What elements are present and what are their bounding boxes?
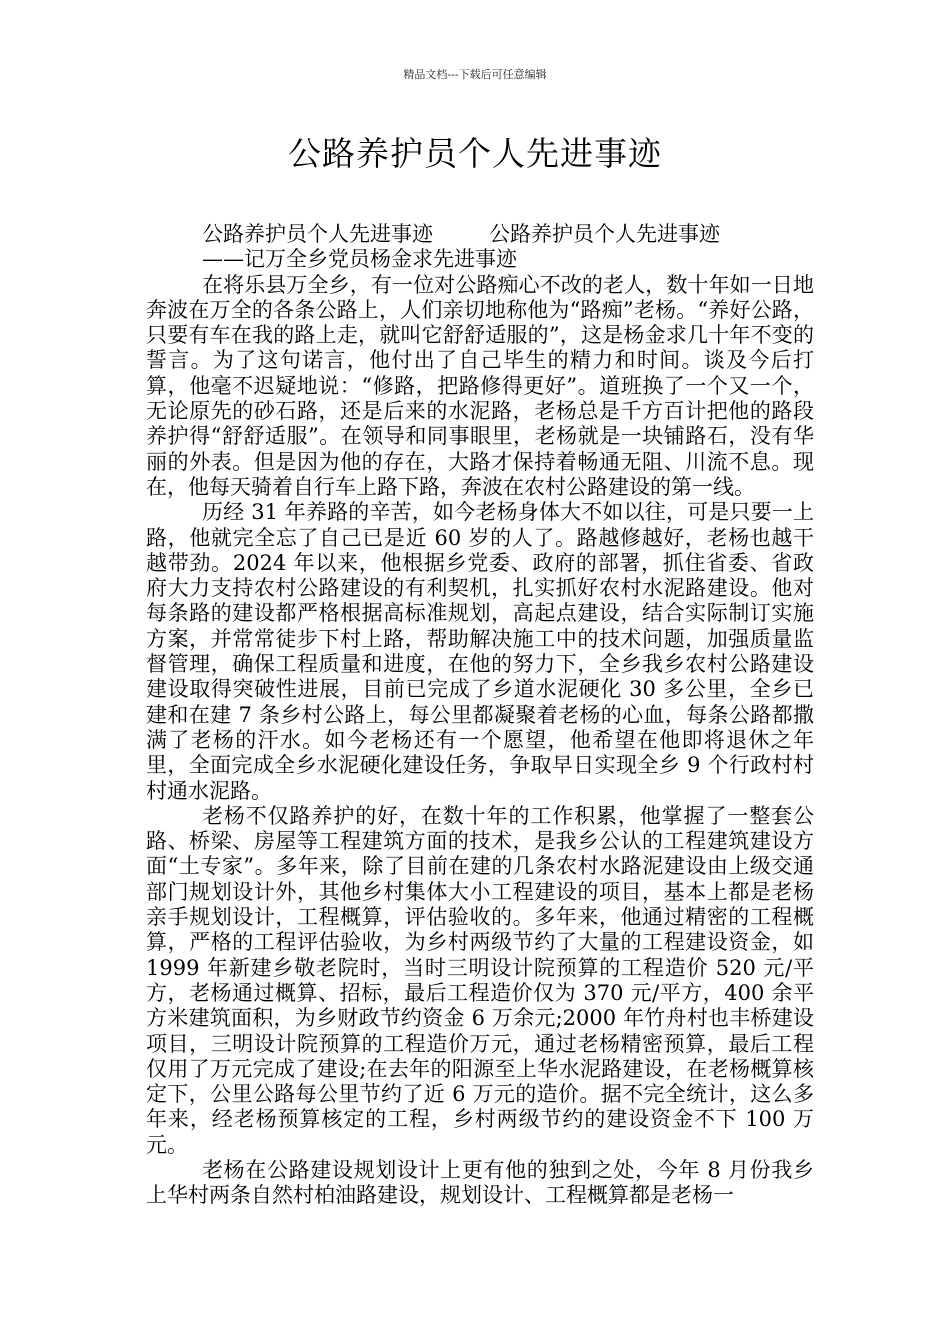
document-body — [146, 222, 814, 1209]
subtitle-left: 公路养护员个人先进事迹 — [202, 222, 433, 246]
paragraph: 老杨在公路建设规划设计上更有他的独到之处，今年 8 月份我乡上华村两条自然村柏油路建设，规划设计、工程概算都是老杨一 — [146, 1157, 814, 1208]
subtitle-byline: ——记万全乡党员杨金求先进事迹 — [202, 247, 517, 272]
page-header: 精品文档---下载后可任意编辑 — [403, 68, 547, 81]
paragraph: 老杨不仅路养护的好，在数十年的工作积累，他掌握了一整套公路、桥梁、房屋等工程建筑方面的技术，是我乡公认的工程建筑建设方面“土专家”。多年来，除了目前在建的几条农村水路泥建设由上级交通部门规划设计外，其他乡村集体大小工程建设的项目，基本上都是老杨亲手规划设计，工程概算，评估验收的。多年来，他通过精密的工程概算，严格的工程评估验收，为乡村两级节约了大量的工程建设资金，如 1999 年新建乡敬老院时，当时三明设计院预算的工程造价 520 元/平方，老杨通过概算、招标，最后工程造价仅为 370 元/平方，400 余平方米建筑面积，为乡财政节约资金 6 万余元;2000 年竹舟村也丰桥建设项目，三明设计院预算的工程造价万元，通过老杨精密预算，最后工程仅用了万元完成了建设;在去年的阳源至上华水泥路建设，在老杨概算核定下，公里公路每公里节约了近 6 万元的造价。据不完全统计，这么多年来，经老杨预算核定的工程，乡村两级节约的建设资金不下 100 万元。 — [146, 803, 814, 1157]
paragraph: 在将乐县万全乡，有一位对公路痴心不改的老人，数十年如一日地奔波在万全的各条公路上，人们亲切地称他为“路痴”老杨。“养好公路，只要有车在我的路上走，就叫它舒舒适服的”，这是杨金求几十年不变的誓言。为了这句诺言，他付出了自己毕生的精力和时间。谈及今后打算，他毫不迟疑地说：“修路，把路修得更好”。道班换了一个又一个，无论原先的砂石路，还是后来的水泥路，老杨总是千方百计把他的路段养护得“舒舒适服”。在领导和同事眼里，老杨就是一块铺路石，没有华丽的外表。但是因为他的存在，大路才保持着畅通无阻、川流不息。现在，他每天骑着自行车上路下路，奔波在农村公路建设的第一线。 — [146, 272, 814, 499]
subtitle-right: 公路养护员个人先进事迹 — [489, 222, 720, 246]
paragraph: 历经 31 年养路的辛苦，如今老杨身体大不如以往，可是只要一上路，他就完全忘了自己已是近 60 岁的人了。路越修越好，老杨也越干越带劲。2024 年以来，他根据乡党委、政府的部署，抓住省委、省政府大力支持农村公路建设的有利契机，扎实抓好农村水泥路建设。他对每条路的建设都严格根据高标准规划，高起点建设，结合实际制订实施方案，并常常徒步下村上路，帮助解决施工中的技术问题，加强质量监督管理，确保工程质量和进度，在他的努力下，全乡我乡农村公路建设建设取得突破性进展，目前已完成了乡道水泥硬化 30 多公里，全乡已建和在建 7 条乡村公路上，每公里都凝聚着老杨的心血，每条公路都撒满了老杨的汗水。如今老杨还有一个愿望，他希望在他即将退休之年里，全面完成全乡水泥硬化建设任务，争取早日实现全乡 9 个行政村村村通水泥路。 — [146, 500, 814, 803]
document-title: 公路养护员个人先进事迹 — [288, 134, 662, 173]
subtitle-line — [146, 222, 814, 247]
